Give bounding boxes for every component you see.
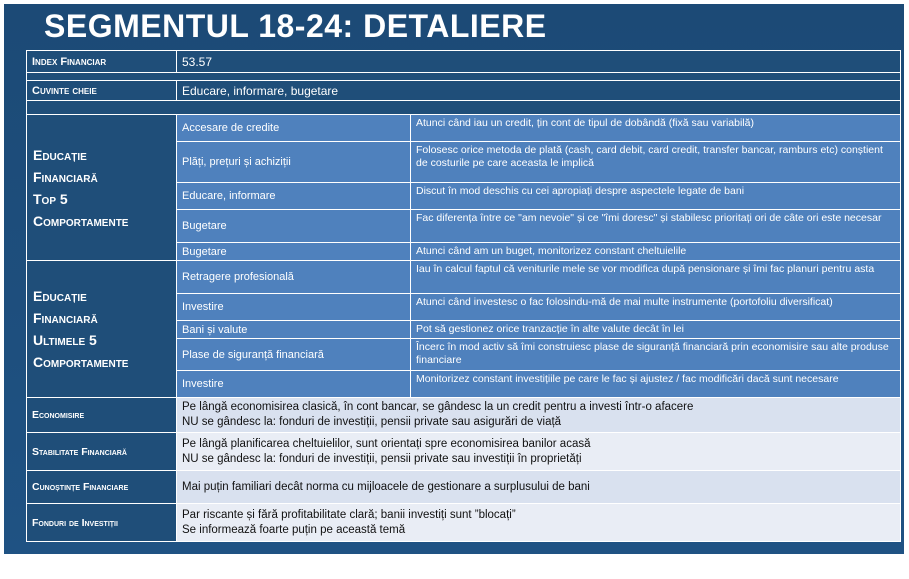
- behavior-desc: Iau în calcul faptul că veniturile mele se vor modifica după pensionare și îmi fac planuri pentru asta: [411, 261, 901, 294]
- section-row: [27, 471, 901, 504]
- behavior-desc: Pot să gestionez orice tranzacție în alte valute decât în lei: [411, 321, 901, 339]
- behavior-desc: Fac diferența între ce "am nevoie" și ce "îmi doresc" și stabilesc prioritați ori de câte ori este necesar: [411, 210, 901, 243]
- section-line: Par riscante și fără profitabilitate clară; banii investiți sunt ”blocați”: [182, 508, 516, 521]
- section-line: NU se gândesc la: fonduri de investiții, pensii private sau asigurări de viață: [182, 416, 562, 428]
- behavior-desc: Monitorizez constant investițiile pe care le fac și ajustez / fac modificări dacă sunt necesare: [411, 371, 901, 398]
- section-line: Mai puțin familiari decât norma cu mijloacele de gestionare a surplusului de bani: [182, 480, 590, 493]
- behavior-item: Educare, informare: [177, 183, 411, 210]
- keywords-value: Educare, informare, bugetare: [177, 81, 901, 101]
- index-row: [27, 51, 901, 73]
- behavior-item: Bugetare: [177, 210, 411, 243]
- section-text: [177, 504, 901, 542]
- behavior-desc: Discut în mod deschis cu cei apropiați despre aspectele legate de bani: [411, 183, 901, 210]
- section-row: [27, 433, 901, 471]
- last5-label: [27, 261, 177, 398]
- section-label: Cunoștințe Financiare: [27, 471, 177, 504]
- last5-label-line: Comportamente: [33, 354, 129, 370]
- behavior-desc: Atunci când am un buget, monitorizez constant cheltuielile: [411, 243, 901, 261]
- behavior-item: Plăți, prețuri și achiziții: [177, 142, 411, 183]
- section-text: [177, 471, 901, 504]
- behavior-item: Investire: [177, 294, 411, 321]
- index-label: Index Financiar: [27, 51, 177, 73]
- section-label: Economisire: [27, 398, 177, 433]
- behavior-item: Investire: [177, 371, 411, 398]
- section-text: [177, 398, 901, 433]
- slide-title: SEGMENTUL 18-24: DETALIERE: [44, 8, 547, 44]
- behavior-item: Accesare de credite: [177, 115, 411, 142]
- details-table: [26, 50, 901, 542]
- behavior-desc: Atunci când investesc o fac folosindu-mă de mai multe instrumente (portofoliu diversificat): [411, 294, 901, 321]
- top5-label-line: Financiară: [33, 168, 98, 185]
- keywords-row: [27, 81, 901, 101]
- last5-row: [27, 261, 901, 294]
- top5-row: [27, 115, 901, 142]
- section-row: [27, 398, 901, 433]
- behavior-desc: Încerc în mod activ să îmi construiesc plase de siguranță financiară prin economisire sau alte produse financiare: [411, 339, 901, 371]
- behavior-item: Bani și valute: [177, 321, 411, 339]
- behavior-desc: Atunci când iau un credit, țin cont de tipul de dobândă (fixă sau variabilă): [411, 115, 901, 142]
- section-line: Se informează foarte puțin pe această temă: [182, 523, 406, 536]
- section-text: [177, 433, 901, 471]
- section-row: [27, 504, 901, 542]
- last5-label-line: Financiară: [33, 310, 98, 326]
- top5-label-line: Educație: [33, 146, 87, 163]
- index-value: 53.57: [177, 51, 901, 73]
- section-line: Pe lângă economisirea clasică, în cont bancar, se gândesc la un credit pentru a investi într-o afacere: [182, 401, 694, 413]
- keywords-label: Cuvinte cheie: [27, 81, 177, 101]
- top5-label: [27, 115, 177, 261]
- behavior-item: Bugetare: [177, 243, 411, 261]
- section-label: Stabilitate Financiară: [27, 433, 177, 471]
- behavior-item: Retragere profesională: [177, 261, 411, 294]
- behavior-item: Plase de siguranță financiară: [177, 339, 411, 371]
- top5-label-line: Comportamente: [33, 212, 129, 229]
- section-label: Fonduri de Investiții: [27, 504, 177, 542]
- section-line: Pe lângă planificarea cheltuielilor, sunt orientați spre economisirea banilor acasă: [182, 437, 591, 450]
- last5-label-line: Educație: [33, 288, 87, 304]
- section-line: NU se gândesc la: fonduri de investiții, pensii private sau investiții în proprietăți: [182, 452, 582, 465]
- behavior-desc: Folosesc orice metoda de plată (cash, card debit, card credit, transfer bancar, ramburs etc) conștient de costurile pe care aceasta le implică: [411, 142, 901, 183]
- top5-label-line: Top 5: [33, 190, 68, 207]
- spacer-row: [27, 101, 901, 115]
- spacer: [27, 101, 901, 115]
- spacer-row: [27, 73, 901, 81]
- last5-label-line: Ultimele 5: [33, 332, 97, 348]
- spacer: [27, 73, 901, 81]
- slide-panel: [4, 4, 904, 554]
